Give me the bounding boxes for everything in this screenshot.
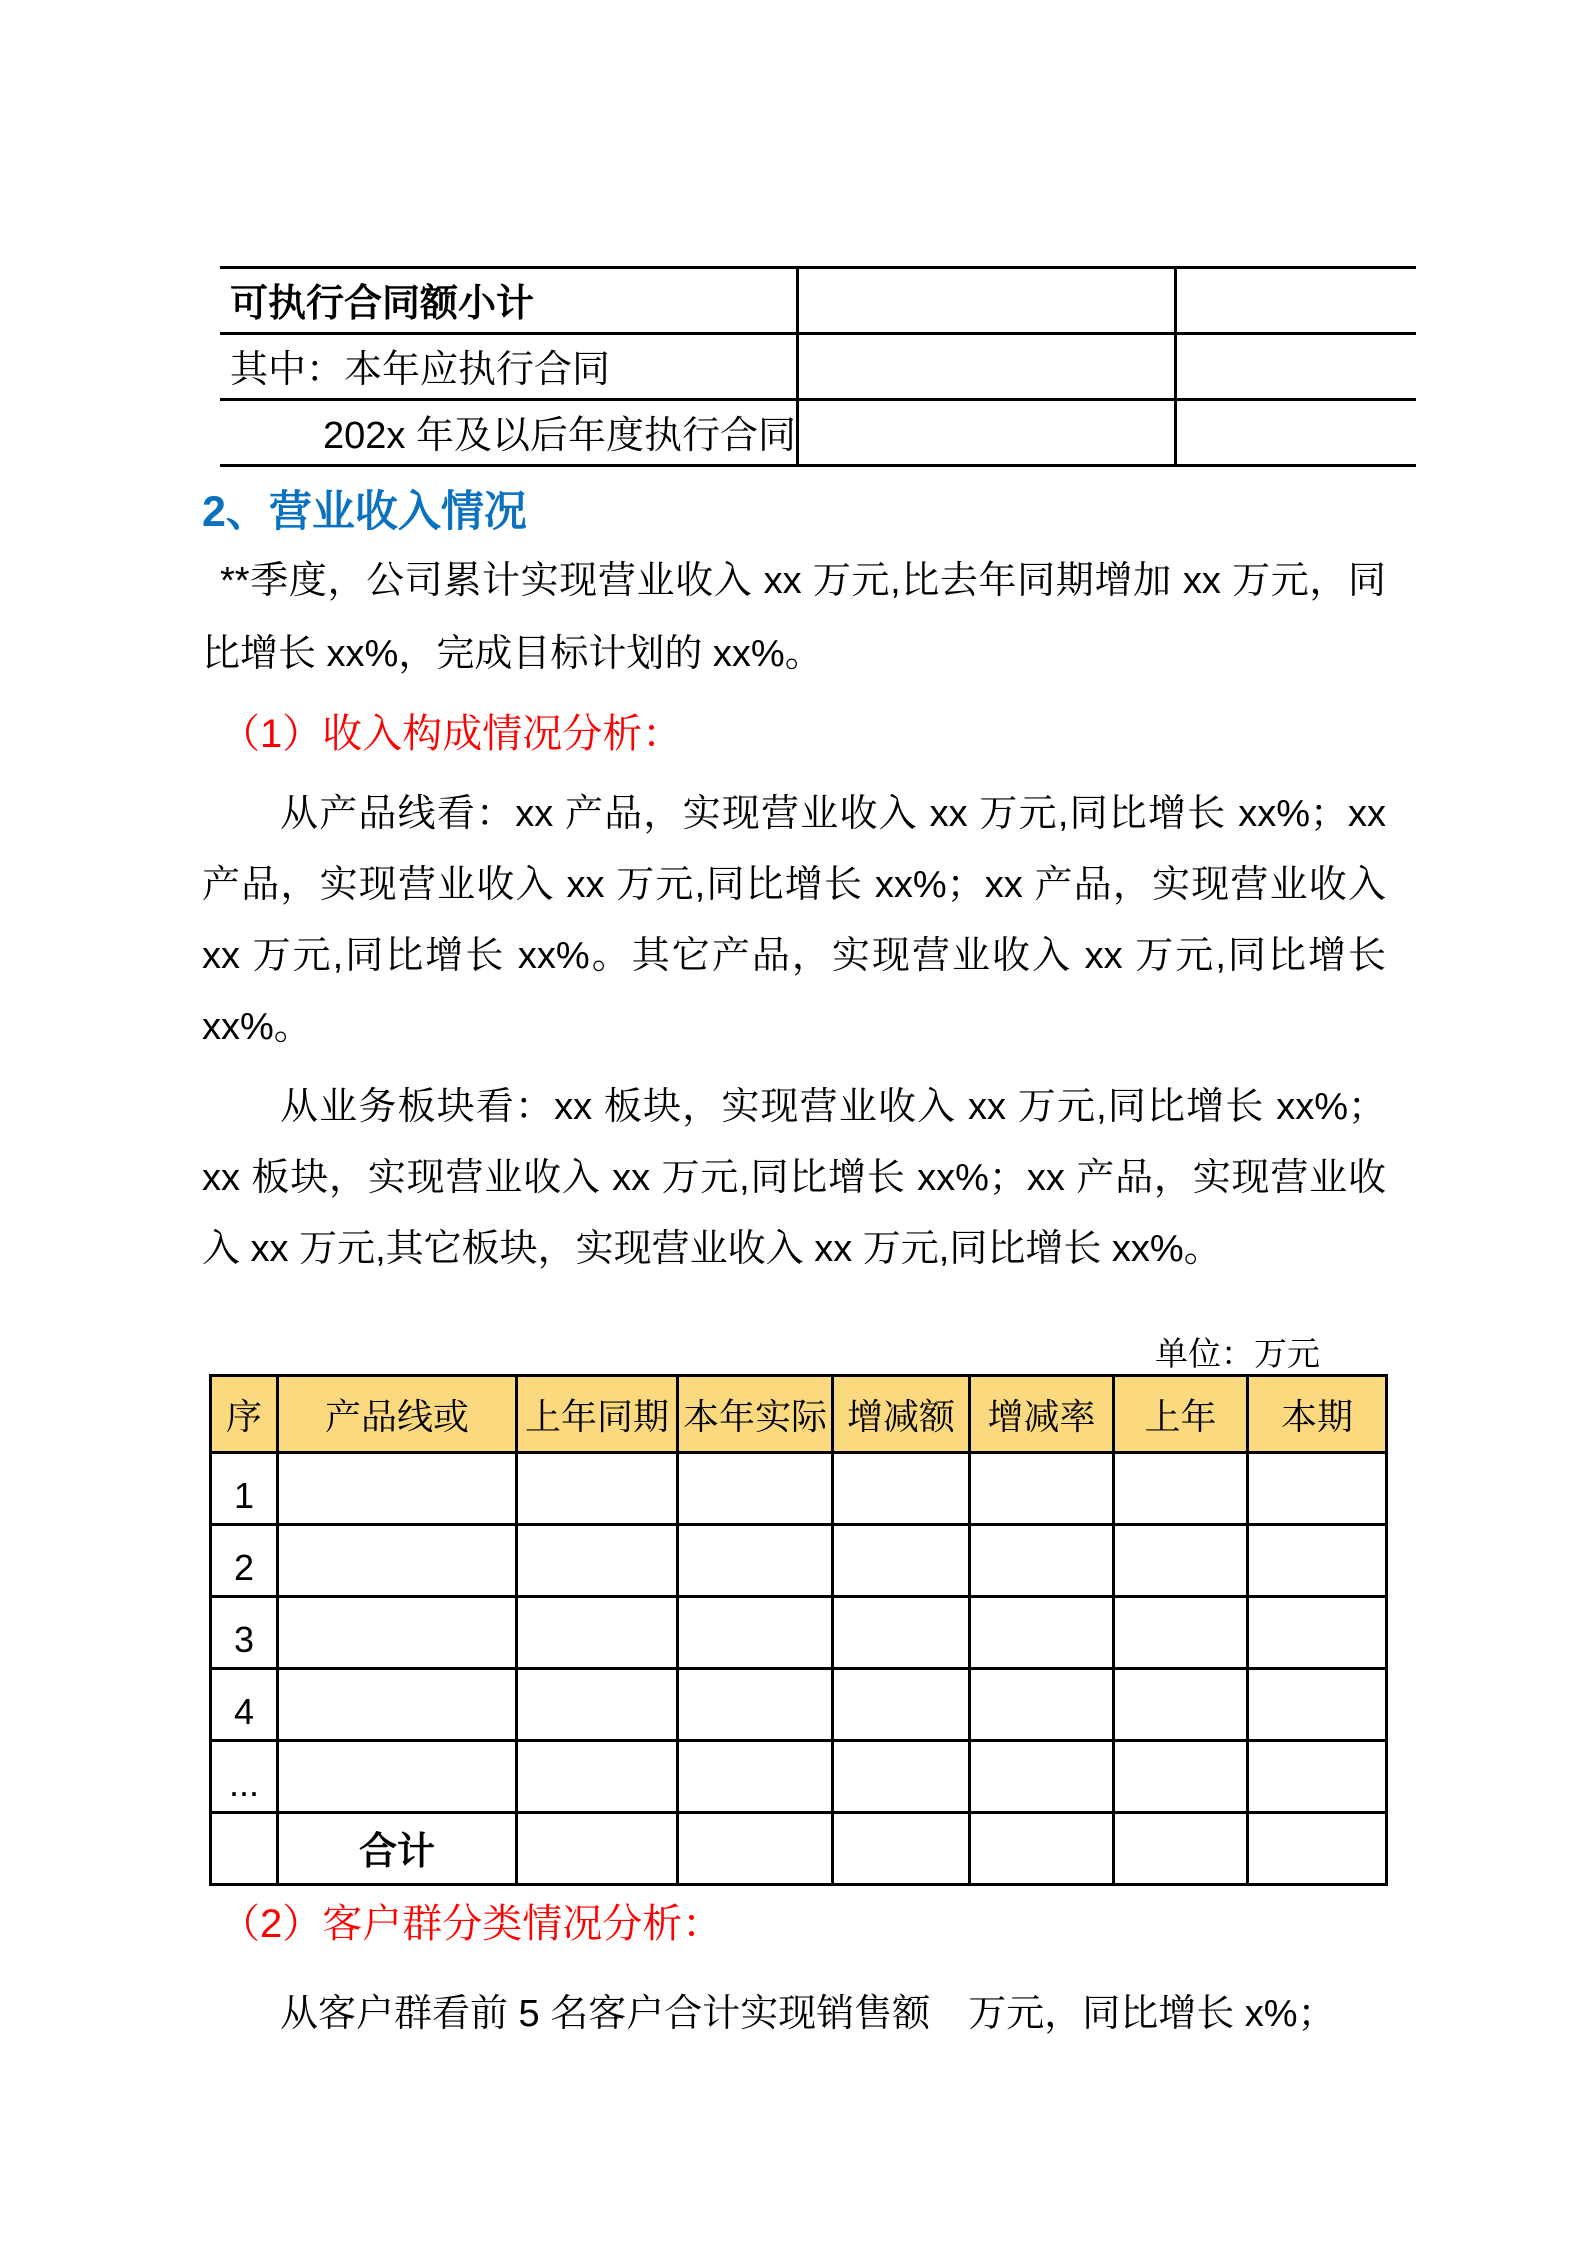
section-heading-revenue: 2、营业收入情况: [202, 488, 527, 536]
column-header-current-actual: 本年实际: [678, 1376, 833, 1453]
table-cell: [278, 1525, 517, 1597]
column-header-prior-year: 上年: [1114, 1376, 1248, 1453]
table-row: [211, 1669, 1387, 1741]
revenue-intro-paragraph: **季度，公司累计实现营业收入 xx 万元,比去年同期增加 xx 万元，同比增长 xx%，完成目标计划的 xx%。: [202, 560, 1386, 675]
table-cell: [833, 1741, 970, 1813]
table-cell: [1114, 1453, 1248, 1525]
subheading-customer-groups: （2）客户群分类情况分析：: [220, 1902, 723, 1946]
table-cell: [833, 1525, 970, 1597]
table-row: [211, 1741, 1387, 1813]
table-cell: [970, 1669, 1114, 1741]
unit-label: 单位：万元: [1155, 1335, 1320, 1372]
column-header-change-amount: 增减额: [833, 1376, 970, 1453]
table-row: [220, 400, 1416, 466]
subheading-income-composition: （1）收入构成情况分析：: [220, 712, 683, 756]
table-cell: [678, 1741, 833, 1813]
total-label-cell: 合计: [278, 1813, 517, 1885]
table-cell: [1248, 1813, 1387, 1885]
table-cell: [211, 1813, 278, 1885]
table-cell: [278, 1669, 517, 1741]
business-segment-paragraph: 从业务板块看：xx 板块，实现营业收入 xx 万元,同比增长 xx%；xx 板块，实现营业收入 xx 万元,同比增长 xx%；xx 产品，实现营业收入 xx 万元,其它板块，实现营业收入 xx 万元,同比增长 xx%。: [202, 1086, 1386, 1270]
table-cell: [278, 1741, 517, 1813]
column-header-change-rate: 增减率: [970, 1376, 1114, 1453]
table-header-row: [211, 1376, 1387, 1453]
table-cell: [833, 1453, 970, 1525]
table-cell: [1114, 1741, 1248, 1813]
table-cell: [970, 1597, 1114, 1669]
table-cell: [278, 1453, 517, 1525]
table-cell: [1248, 1597, 1387, 1669]
row-index-cell: 3: [211, 1597, 278, 1669]
contract-value-cell: [797, 334, 1175, 400]
product-line-paragraph: 从产品线看：xx 产品，实现营业收入 xx 万元,同比增长 xx%；xx 产品，实现营业收入 xx 万元,同比增长 xx%；xx 产品，实现营业收入 xx 万元,同比增长 xx%。其它产品，实现营业收入 xx 万元,同比增长 xx%。: [202, 793, 1386, 1048]
table-cell: [678, 1525, 833, 1597]
table-cell: [517, 1669, 678, 1741]
table-cell: [970, 1453, 1114, 1525]
table-cell: [1114, 1813, 1248, 1885]
row-index-cell: ...: [211, 1741, 278, 1813]
contract-future-year-label: 202x 年及以后年度执行合同: [220, 400, 797, 466]
table-cell: [1114, 1525, 1248, 1597]
table-cell: [517, 1453, 678, 1525]
table-cell: [678, 1597, 833, 1669]
table-cell: [970, 1741, 1114, 1813]
table-cell: [678, 1453, 833, 1525]
table-cell: [1248, 1453, 1387, 1525]
table-cell: [833, 1597, 970, 1669]
contract-value-cell: [797, 268, 1175, 334]
table-cell: [970, 1813, 1114, 1885]
column-header-product-line: 产品线或: [278, 1376, 517, 1453]
row-index-cell: 1: [211, 1453, 278, 1525]
table-total-row: [211, 1813, 1387, 1885]
column-header-index: 序: [211, 1376, 278, 1453]
revenue-breakdown-table: [209, 1374, 1388, 1886]
table-row: [211, 1597, 1387, 1669]
customer-group-paragraph: 从客户群看前 5 名客户合计实现销售额 万元，同比增长 x%；: [280, 1993, 1336, 2035]
contract-subtotal-label: 可执行合同额小计: [220, 268, 797, 334]
contract-value-cell: [1175, 334, 1416, 400]
column-header-current-period: 本期: [1248, 1376, 1387, 1453]
table-cell: [1248, 1741, 1387, 1813]
table-cell: [517, 1525, 678, 1597]
table-cell: [970, 1525, 1114, 1597]
table-cell: [833, 1669, 970, 1741]
table-row: [211, 1525, 1387, 1597]
table-row: [220, 268, 1416, 334]
table-cell: [517, 1741, 678, 1813]
column-header-prior-year-period: 上年同期: [517, 1376, 678, 1453]
table-row: [211, 1453, 1387, 1525]
contract-value-cell: [1175, 400, 1416, 466]
row-index-cell: 2: [211, 1525, 278, 1597]
table-cell: [1114, 1597, 1248, 1669]
table-cell: [678, 1669, 833, 1741]
table-cell: [517, 1597, 678, 1669]
contract-value-cell: [1175, 268, 1416, 334]
table-cell: [833, 1813, 970, 1885]
contract-value-cell: [797, 400, 1175, 466]
contract-current-year-label: 其中：本年应执行合同: [220, 334, 797, 400]
table-cell: [1114, 1669, 1248, 1741]
contract-summary-table: [220, 266, 1416, 467]
table-row: [220, 334, 1416, 400]
row-index-cell: 4: [211, 1669, 278, 1741]
table-cell: [1248, 1525, 1387, 1597]
table-cell: [678, 1813, 833, 1885]
table-cell: [1248, 1669, 1387, 1741]
table-cell: [278, 1597, 517, 1669]
table-cell: [517, 1813, 678, 1885]
